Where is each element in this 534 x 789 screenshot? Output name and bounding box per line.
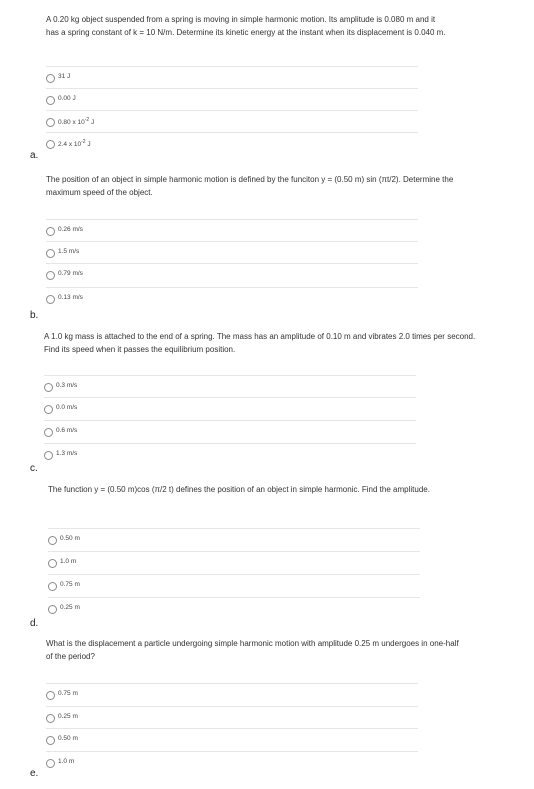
option-row[interactable] [44, 443, 416, 466]
radio-button[interactable] [48, 536, 57, 545]
option-label: 1.0 m [58, 758, 75, 765]
option-label: 0.25 m [60, 604, 80, 611]
option-label: 0.6 m/s [56, 427, 78, 434]
option-label: 0.79 m/s [58, 270, 83, 277]
option-row[interactable] [44, 397, 416, 420]
radio-button[interactable] [46, 227, 55, 236]
radio-button[interactable] [46, 759, 55, 768]
option-label: 0.75 m [60, 581, 80, 588]
radio-button[interactable] [46, 140, 55, 149]
option-row[interactable] [46, 287, 418, 310]
radio-button[interactable] [46, 74, 55, 83]
option-label: 1.5 m/s [58, 248, 80, 255]
answer-letter: e. [30, 768, 39, 779]
answer-letter: b. [30, 310, 39, 321]
radio-button[interactable] [44, 405, 53, 414]
option-row[interactable] [46, 132, 418, 155]
option-label: 0.13 m/s [58, 294, 83, 301]
option-row[interactable] [44, 420, 416, 443]
radio-button[interactable] [46, 691, 55, 700]
question-text: What is the displacement a particle undergoing simple harmonic motion with amplitude 0.25 m undergoes in one-half of the period? [46, 639, 459, 661]
question-text: A 1.0 kg mass is attached to the end of a spring. The mass has an amplitude of 0.10 m and vibrates 2.0 times per second. Find its speed when it passes the equilibrium position. [44, 332, 476, 354]
option-row[interactable] [48, 528, 420, 551]
option-row[interactable] [48, 574, 420, 597]
radio-button[interactable] [48, 582, 57, 591]
option-label: 2.4 x $10^{-2}$ J [58, 139, 91, 149]
answer-letter: c. [30, 463, 38, 474]
option-label: 0.3 m/s [56, 382, 78, 389]
option-label: 1.3 m/s [56, 450, 78, 457]
radio-button[interactable] [46, 271, 55, 280]
option-row[interactable] [46, 88, 418, 111]
answer-letter: a. [30, 150, 39, 161]
option-label: 1.0 m [60, 558, 77, 565]
option-label: 0.80 x $10^{-2}$ J [58, 117, 95, 127]
option-label: 0.0 m/s [56, 404, 78, 411]
radio-button[interactable] [48, 559, 57, 568]
radio-button[interactable] [46, 295, 55, 304]
option-row[interactable] [46, 263, 418, 286]
option-label: 0.75 m [58, 690, 78, 697]
question-text: The function y = (0.50 m)cos (π/2 t) defines the position of an object in simple harmonic. Find the amplitude. [48, 485, 430, 494]
option-row[interactable] [46, 751, 418, 774]
option-row[interactable] [48, 597, 420, 620]
option-row[interactable] [46, 683, 418, 706]
option-label: 31 J [58, 73, 71, 80]
radio-button[interactable] [44, 451, 53, 460]
option-label: 0.26 m/s [58, 226, 83, 233]
radio-button[interactable] [44, 383, 53, 392]
radio-button[interactable] [44, 428, 53, 437]
radio-button[interactable] [48, 605, 57, 614]
option-row[interactable] [46, 728, 418, 751]
answer-letter: d. [30, 618, 39, 629]
option-row[interactable] [44, 375, 416, 398]
option-label: 0.50 m [60, 535, 80, 542]
option-label: 0.00 J [58, 95, 76, 102]
option-row[interactable] [46, 66, 418, 89]
option-row[interactable] [46, 110, 418, 133]
radio-button[interactable] [46, 249, 55, 258]
option-row[interactable] [46, 241, 418, 264]
question-text: The position of an object in simple harmonic motion is defined by the funciton y = (0.50 m) sin (πt/2). Determine the maximum speed of the object. [46, 175, 454, 197]
radio-button[interactable] [46, 118, 55, 127]
radio-button[interactable] [46, 714, 55, 723]
option-row[interactable] [46, 706, 418, 729]
question-text: A 0.20 kg object suspended from a spring is moving in simple harmonic motion. Its amplitude is 0.080 m and it has a spring constant of k = 10 N/m. Determine its kinetic energy at the instant when its displacement is 0.040 m. [46, 15, 446, 37]
option-row[interactable] [46, 219, 418, 242]
radio-button[interactable] [46, 736, 55, 745]
radio-button[interactable] [46, 96, 55, 105]
option-row[interactable] [48, 551, 420, 574]
option-label: 0.25 m [58, 713, 78, 720]
option-label: 0.50 m [58, 735, 78, 742]
